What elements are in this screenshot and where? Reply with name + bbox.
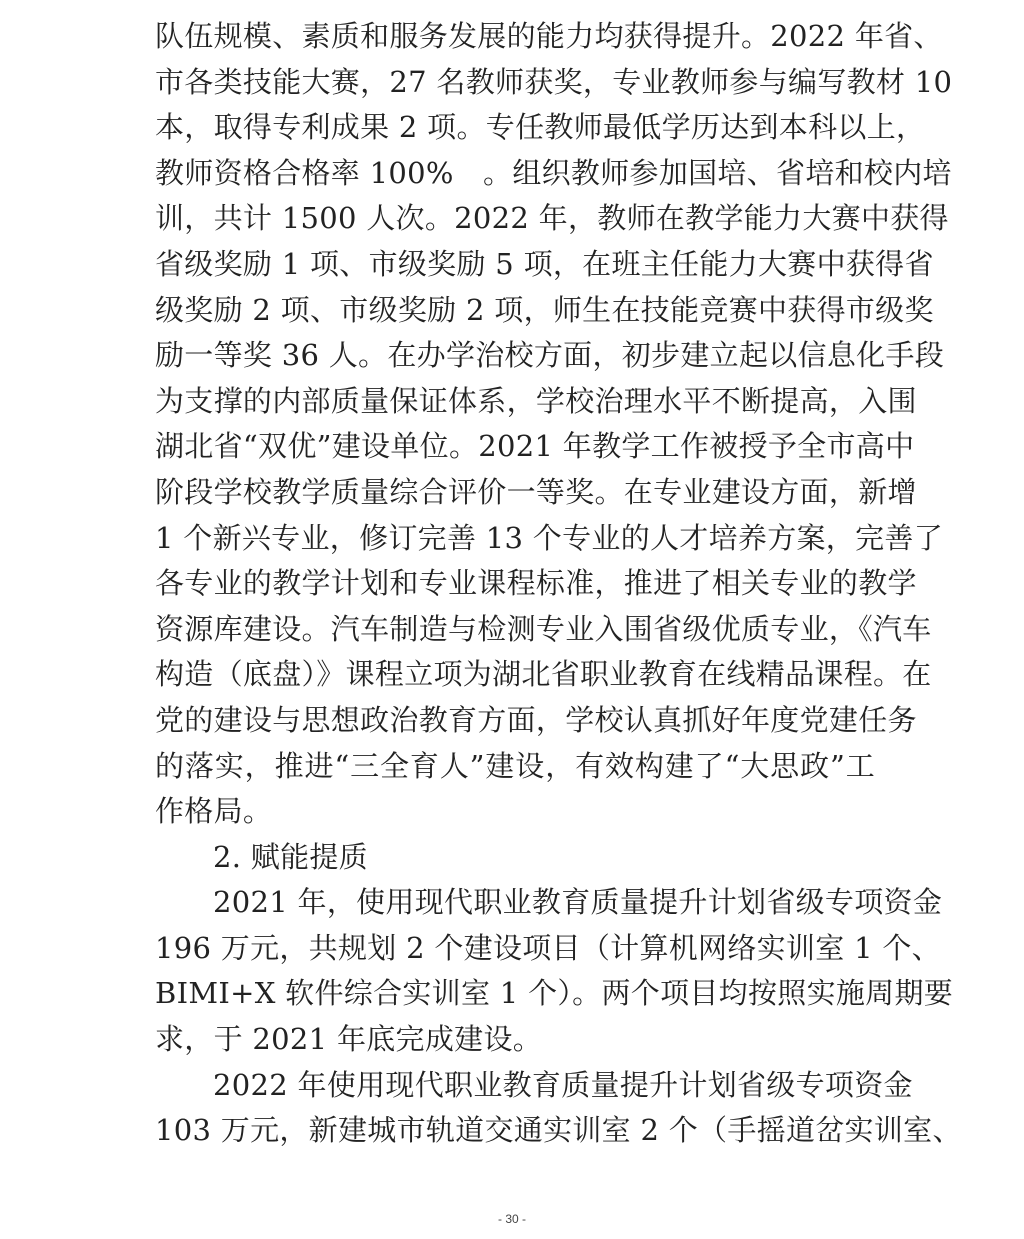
text-line: 103 万元，新建城市轨道交通实训室 2 个（手摇道岔实训室、	[155, 1113, 962, 1148]
text-line: BIMI+X 软件综合实训室 1 个）。两个项目均按照实施周期要	[155, 976, 954, 1011]
text-line: 资源库建设。汽车制造与检测专业入围省级优质专业，《汽车	[155, 611, 932, 646]
text-line: 为支撑的内部质量保证体系，学校治理水平不断提高，入围	[155, 383, 917, 418]
text-line: 作格局。	[155, 794, 273, 829]
body-text	[155, 14, 962, 1154]
text-line: 省级奖励 1 项、市级奖励 5 项，在班主任能力大赛中获得省	[155, 246, 934, 281]
text-line: 教师资格合格率 100% 。组织教师参加国培、省培和校内培	[155, 155, 952, 190]
text-line: 湖北省“双优”建设单位。2021 年教学工作被授予全市高中	[155, 429, 915, 464]
text-line: 队伍规模、素质和服务发展的能力均获得提升。2022 年省、	[155, 19, 943, 53]
text-line: 阶段学校教学质量综合评价一等奖。在专业建设方面，新增	[155, 474, 917, 509]
text-line: 本，取得专利成果 2 项。专任教师最低学历达到本科以上，	[155, 110, 926, 145]
text-line: 求，于 2021 年底完成建设。	[155, 1022, 543, 1057]
text-line: 2022 年使用现代职业教育质量提升计划省级专项资金	[213, 1067, 913, 1102]
text-line: 训，共计 1500 人次。2022 年，教师在教学能力大赛中获得	[155, 201, 949, 236]
text-line: 市各类技能大赛，27 名教师获奖，专业教师参与编写教材 10	[155, 64, 953, 99]
text-line: 196 万元，共规划 2 个建设项目（计算机网络实训室 1 个、	[155, 930, 941, 965]
text-line: 励一等奖 36 人。在办学治校方面，初步建立起以信息化手段	[155, 338, 945, 373]
text-line: 级奖励 2 项、市级奖励 2 项，师生在技能竞赛中获得市级奖	[155, 292, 934, 327]
text-line: 的落实，推进“三全育人”建设，有效构建了“大思政”工	[155, 748, 875, 783]
text-line: 各专业的教学计划和专业课程标准，推进了相关专业的教学	[155, 566, 917, 601]
text-line: 2021 年，使用现代职业教育质量提升计划省级专项资金	[213, 885, 943, 920]
text-line: 1 个新兴专业，修订完善 13 个专业的人才培养方案，完善了	[155, 520, 944, 555]
section-heading: 2. 赋能提质	[213, 839, 368, 874]
page-number: - 30 -	[497, 1212, 526, 1226]
text-line: 构造（底盘）》课程立项为湖北省职业教育在线精品课程。在	[155, 657, 932, 692]
text-line: 党的建设与思想政治教育方面，学校认真抓好年度党建任务	[155, 702, 917, 737]
